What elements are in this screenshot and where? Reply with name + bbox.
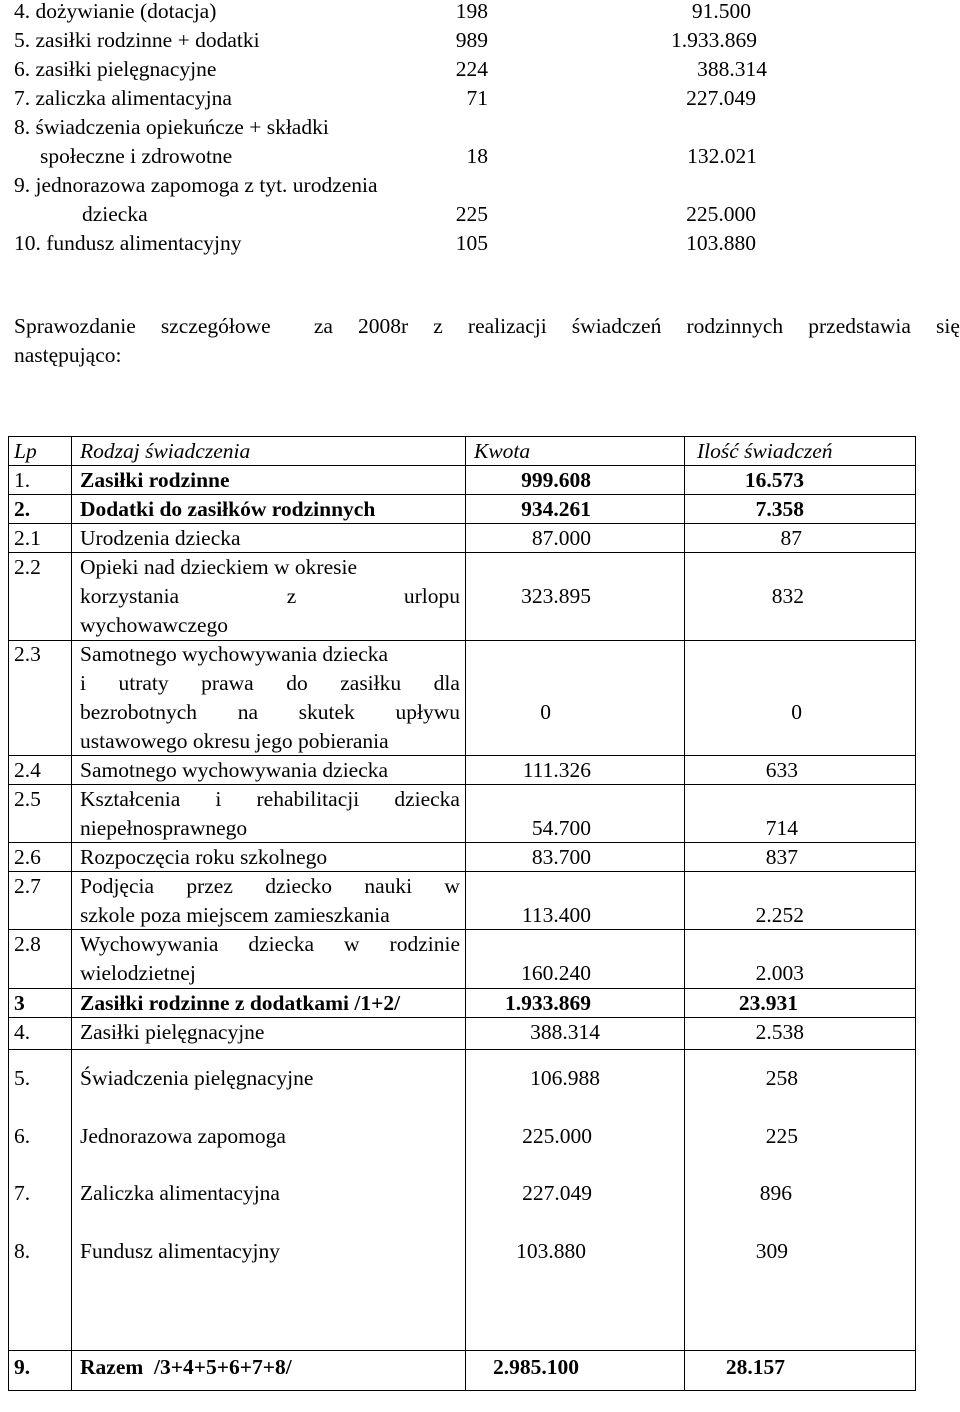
row-type: Zaliczka alimentacyjna [80, 1181, 280, 1205]
row-lp: 8. [14, 1239, 31, 1263]
header-amount: Kwota [474, 439, 531, 463]
summary-amount: 388.314 [697, 57, 767, 81]
word: przedstawia [808, 314, 911, 338]
word: świadczeń [571, 314, 662, 338]
row-type: Zasiłki pielęgnacyjne [80, 1020, 265, 1044]
row-divider [8, 1049, 915, 1050]
word: upływu [395, 700, 460, 724]
row-type: Jednorazowa zapomoga [80, 1124, 286, 1148]
summary-amount: 1.933.869 [671, 28, 757, 52]
summary-count: 198 [455, 0, 488, 23]
word: szczegółowe [160, 314, 271, 338]
col-divider [684, 436, 685, 1391]
row-amount: 999.608 [521, 468, 591, 492]
row-type: Zasiłki rodzinne [80, 468, 230, 492]
row-lp: 1. [14, 468, 31, 492]
row-type-line: ustawowego okresu jego pobierania [80, 729, 389, 753]
summary-label: 10. fundusz alimentacyjny [14, 231, 242, 255]
summary-label: 7. zaliczka alimentacyjna [14, 86, 232, 110]
header-count: Ilość świadczeń [697, 439, 833, 463]
word: i [80, 671, 86, 695]
summary-label: 9. jednorazowa zapomoga z tyt. urodzenia [14, 173, 378, 197]
col-divider [8, 436, 9, 1391]
row-amount: 87.000 [531, 526, 591, 550]
row-divider [8, 552, 915, 553]
summary-count: 18 [466, 144, 488, 168]
word: się [936, 314, 960, 338]
row-amount: 113.400 [521, 903, 591, 927]
summary-count: 71 [466, 86, 488, 110]
row-amount: 934.261 [521, 497, 591, 521]
summary-label: 8. świadczenia opiekuńcze + składki [14, 115, 329, 139]
row-amount: 103.880 [516, 1239, 586, 1263]
summary-label-cont: społeczne i zdrowotne [40, 144, 233, 168]
row-count: 837 [765, 845, 798, 869]
row-count: 87 [780, 526, 802, 550]
row-divider [8, 523, 915, 524]
row-count: 28.157 [725, 1355, 785, 1379]
row-divider [8, 784, 915, 785]
row-count: 0 [791, 700, 802, 724]
word: w [344, 932, 360, 956]
row-type-line [80, 586, 460, 608]
row-count: 309 [755, 1239, 788, 1263]
row-type-line [80, 702, 460, 724]
row-type-line: wychowawczego [80, 613, 229, 637]
row-divider [8, 871, 915, 872]
word: rodzinnych [686, 314, 784, 338]
row-amount: 106.988 [530, 1066, 600, 1090]
row-type-line [80, 934, 460, 956]
row-divider [8, 465, 915, 466]
word: przez [186, 874, 233, 898]
row-lp: 7. [14, 1181, 31, 1205]
summary-amount: 91.500 [691, 0, 751, 23]
row-type-line [80, 876, 460, 898]
summary-label: 5. zasiłki rodzinne + dodatki [14, 28, 260, 52]
row-lp: 4. [14, 1020, 31, 1044]
summary-amount: 225.000 [686, 202, 756, 226]
row-type: Razem /3+4+5+6+7+8/ [80, 1355, 292, 1379]
row-lp: 3 [14, 991, 25, 1015]
row-amount: 2.985.100 [493, 1355, 579, 1379]
word: Sprawozdanie [14, 314, 136, 338]
row-type: Świadczenia pielęgnacyjne [80, 1066, 314, 1090]
row-amount: 323.895 [521, 584, 591, 608]
summary-amount: 227.049 [686, 86, 756, 110]
row-divider [8, 842, 915, 843]
row-count: 2.003 [755, 961, 804, 985]
row-lp: 2.4 [14, 758, 41, 782]
row-type-line: wielodzietnej [80, 961, 196, 985]
row-amount: 0 [540, 700, 551, 724]
row-amount: 1.933.869 [505, 991, 591, 1015]
row-amount: 54.700 [531, 816, 591, 840]
row-type: Dodatki do zasiłków rodzinnych [80, 497, 376, 521]
row-divider [8, 929, 915, 930]
row-type: Samotnego wychowywania dziecka [80, 758, 389, 782]
word: z [433, 314, 443, 338]
row-divider [8, 640, 915, 641]
row-lp: 2.2 [14, 555, 41, 579]
word: bezrobotnych [80, 700, 198, 724]
word: rodzinie [389, 932, 460, 956]
row-type-line: szkole poza miejscem zamieszkania [80, 903, 390, 927]
word: 2008r [358, 314, 409, 338]
row-divider [8, 988, 915, 989]
word: dla [433, 671, 460, 695]
row-lp: 2.7 [14, 874, 41, 898]
row-count: 633 [765, 758, 798, 782]
row-count: 2.252 [755, 903, 804, 927]
row-lp: 6. [14, 1124, 31, 1148]
row-divider [8, 1350, 915, 1351]
row-type: Rozpoczęcia roku szkolnego [80, 845, 328, 869]
row-type: Zasiłki rodzinne z dodatkami /1+2/ [80, 991, 401, 1015]
word: realizacji [467, 314, 547, 338]
summary-label-cont: dziecka [82, 202, 148, 226]
row-type-line: niepełnosprawnego [80, 816, 248, 840]
row-count: 2.538 [755, 1020, 804, 1044]
row-amount: 111.326 [522, 758, 591, 782]
summary-amount: 103.880 [686, 231, 756, 255]
table-border-top [8, 436, 915, 437]
word: nauki [364, 874, 413, 898]
row-type-line: Samotnego wychowywania dziecka [80, 642, 389, 666]
word: i [215, 787, 222, 811]
row-count: 896 [759, 1181, 792, 1205]
table-border-bottom [8, 1390, 915, 1391]
row-lp: 9. [14, 1355, 31, 1379]
word: dziecko [265, 874, 333, 898]
word: dziecka [394, 787, 460, 811]
row-lp: 5. [14, 1066, 31, 1090]
row-count: 258 [765, 1066, 798, 1090]
row-divider [8, 755, 915, 756]
word: do [286, 671, 308, 695]
header-type: Rodzaj świadczenia [80, 439, 251, 463]
row-amount: 160.240 [521, 961, 591, 985]
row-count: 225 [765, 1124, 798, 1148]
paragraph-line2: następująco: [14, 343, 122, 367]
word: rehabilitacji [256, 787, 360, 811]
row-type: Urodzenia dziecka [80, 526, 241, 550]
row-lp: 2.8 [14, 932, 41, 956]
word: dziecka [248, 932, 315, 956]
row-type-line [80, 789, 460, 811]
word: prawa [201, 671, 254, 695]
summary-count: 224 [455, 57, 488, 81]
header-lp: Lp [14, 439, 37, 463]
row-type-line [80, 673, 460, 695]
summary-count: 989 [455, 28, 488, 52]
word: skutek [298, 700, 355, 724]
word: w [444, 874, 460, 898]
row-lp: 2.6 [14, 845, 41, 869]
col-divider [915, 436, 916, 1391]
word: za [313, 314, 333, 338]
row-amount: 83.700 [531, 845, 591, 869]
summary-label: 4. dożywianie (dotacja) [14, 0, 217, 23]
row-lp: 2.1 [14, 526, 41, 550]
word: zasiłku [340, 671, 402, 695]
summary-amount: 132.021 [687, 144, 757, 168]
col-divider [71, 436, 72, 1391]
word: utraty [118, 671, 169, 695]
row-type-line: Opieki nad dzieckiem w okresie [80, 555, 358, 579]
row-amount: 388.314 [530, 1020, 600, 1044]
word: Wychowywania [80, 932, 219, 956]
row-lp: 2. [14, 497, 31, 521]
row-count: 16.573 [744, 468, 804, 492]
summary-count: 225 [455, 202, 488, 226]
col-divider [465, 436, 466, 1391]
row-amount: 227.049 [522, 1181, 592, 1205]
summary-label: 6. zasiłki pielęgnacyjne [14, 57, 217, 81]
word: na [237, 700, 258, 724]
word: Podjęcia [80, 874, 155, 898]
word: z [286, 584, 297, 608]
row-divider [8, 1017, 915, 1018]
word: Kształcenia [80, 787, 181, 811]
row-lp: 2.5 [14, 787, 41, 811]
row-count: 832 [771, 584, 804, 608]
summary-count: 105 [455, 231, 488, 255]
row-count: 23.931 [738, 991, 798, 1015]
row-divider [8, 494, 915, 495]
word: korzystania [80, 584, 180, 608]
row-lp: 2.3 [14, 642, 41, 666]
word: urlopu [403, 584, 460, 608]
row-count: 714 [765, 816, 798, 840]
row-type: Fundusz alimentacyjny [80, 1239, 281, 1263]
row-count: 7.358 [755, 497, 804, 521]
row-amount: 225.000 [522, 1124, 592, 1148]
